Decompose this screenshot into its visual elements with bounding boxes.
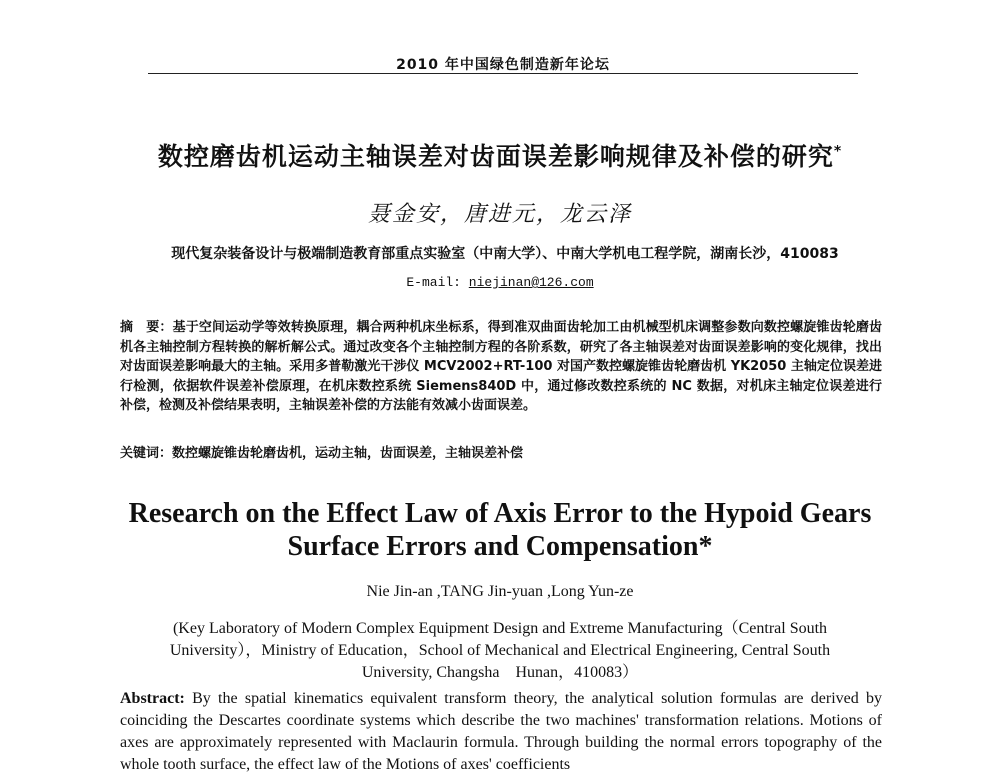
conference-header: 2010 年中国绿色制造新年论坛 [396, 57, 610, 73]
english-abstract-text: By the spatial kinematics equivalent transform theory, the analytical solution formulas are derived by coinciding the Descartes coordinate systems which describe the two machines' transformation relations. Motions of axes are approximately represented with Maclaurin formula. Through building the normal errors topography of the whole tooth surface, the effect law of the Motions of axes' coefficients [120, 690, 883, 773]
english-title-line-2: Surface Errors and Compensation* [287, 531, 713, 562]
header-rule [148, 73, 858, 74]
chinese-affiliation: 现代复杂装备设计与极端制造教育部重点实验室（中南大学）、中南大学机电工程学院，湖南长沙，410083 [171, 246, 839, 262]
english-authors: Nie Jin-an ,TANG Jin-yuan ,Long Yun-ze [366, 583, 634, 600]
english-abstract [120, 688, 882, 776]
chinese-abstract [120, 318, 882, 416]
chinese-title [100, 137, 900, 173]
chinese-keywords-text: 数控螺旋锥齿轮磨齿机，运动主轴，齿面误差，主轴误差补偿 [172, 446, 524, 461]
english-abstract-label: Abstract: [120, 690, 185, 707]
chinese-authors: 聂金安，唐进元，龙云泽 [367, 202, 632, 227]
email-line [300, 275, 700, 290]
english-affiliation-line-3: University, Changsha Hunan，410083） [361, 664, 639, 681]
email-address[interactable]: niejinan@126.com [468, 275, 594, 290]
english-affiliation-line-2: University），Ministry of Education，School of Mechanical and Electrical Engineering, Central South [169, 642, 831, 659]
chinese-keywords-label: 关键词： [120, 446, 173, 461]
chinese-title-footnote-mark: * [833, 143, 843, 160]
english-affiliation-line-1: (Key Laboratory of Modern Complex Equipment Design and Extreme Manufacturing（Central South [172, 620, 828, 637]
email-label: E-mail: [406, 275, 461, 290]
english-title-line-1: Research on the Effect Law of Axis Error to the Hypoid Gears [128, 498, 872, 529]
english-affiliation [110, 618, 890, 684]
chinese-abstract-label: 摘 要： [120, 320, 173, 335]
english-title [100, 497, 900, 563]
chinese-keywords [120, 442, 882, 461]
chinese-abstract-text: 基于空间运动学等效转换原理，耦合两种机床坐标系，得到准双曲面齿轮加工由机械型机床调整参数向数控螺旋锥齿轮磨齿机各主轴控制方程转换的解析解公式。通过改变各个主轴控制方程的各阶系数，研究了各主轴误差对齿面误差影响的变化规律，找出对齿面误差影响最大的主轴。采用多普勒激光干涉仪 MCV2002+RT-100 对国产数控螺旋锥齿轮磨齿机 YK2050 主轴定位误差进行检测，依据软件误差补偿原理，在机床数控系统 Siemens840D 中，通过修改数控系统的 NC 数据，对机床主轴定位误差进行补偿，检测及补偿结果表明，主轴误差补偿的方法能有效减小齿面误差。 [120, 320, 882, 413]
chinese-title-text: 数控磨齿机运动主轴误差对齿面误差影响规律及补偿的研究 [157, 142, 834, 171]
